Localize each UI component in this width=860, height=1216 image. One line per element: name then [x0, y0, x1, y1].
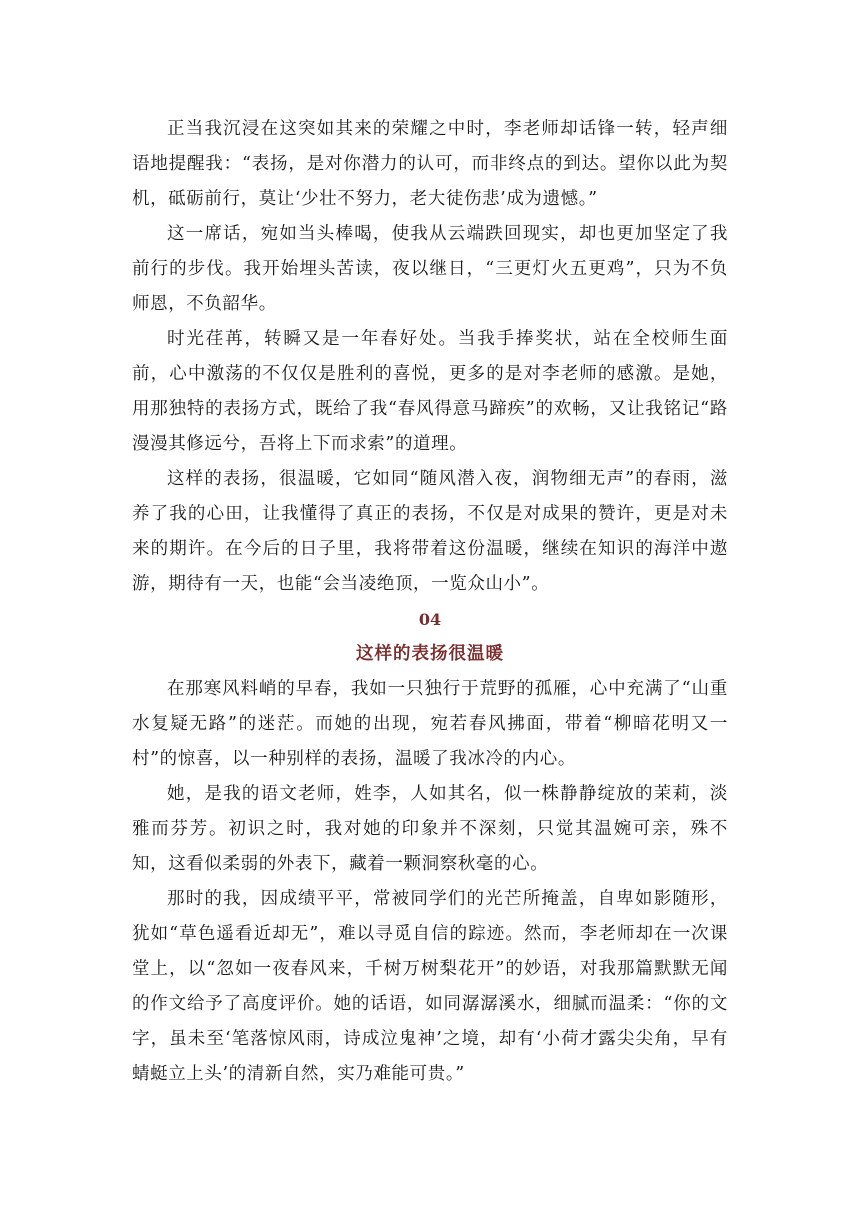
paragraph: 她，是我的语文老师，姓李，人如其名，似一株静静绽放的茉莉，淡雅而芬芳。初识之时，我对她的印象并不深刻，只觉其温婉可亲，殊不知，这看似柔弱的外表下，藏着一颗洞察秋毫的心。 — [132, 784, 728, 874]
paragraph: 这一席话，宛如当头棒喝，使我从云端跌回现实，却也更加坚定了我前行的步伐。我开始埋头苦读，夜以继日，“三更灯火五更鸡”，只为不负师恩，不负韶华。 — [132, 224, 728, 314]
paragraph: 在那寒风料峭的早春，我如一只独行于荒野的孤雁，心中充满了“山重水复疑无路”的迷茫。而她的出现，宛若春风拂面，带着“柳暗花明又一村”的惊喜，以一种别样的表扬，温暖了我冰冷的内心。 — [132, 679, 728, 769]
paragraph: 那时的我，因成绩平平，常被同学们的光芒所掩盖，自卑如影随形，犹如“草色遥看近却无”，难以寻觅自信的踪迹。然而，李老师却在一次课堂上，以“忽如一夜春风来，千树万树梨花开”的妙语，对我那篇默默无闻的作文给予了高度评价。她的话语，如同潺潺溪水，细腻而温柔：“你的文字，虽未至‘笔落惊风雨，诗成泣鬼神’之境，却有‘小荷才露尖尖角，早有蜻蜓立上头’的清新自然，实乃难能可贵。” — [132, 889, 728, 1084]
section-title: 这样的表扬很温暖 — [356, 644, 504, 664]
paragraph: 这样的表扬，很温暖，它如同“随风潜入夜，润物细无声”的春雨，滋养了我的心田，让我懂得了真正的表扬，不仅是对成果的赞许，更是对未来的期许。在今后的日子里，我将带着这份温暖，继续在知识的海洋中遨游，期待有一天，也能“会当凌绝顶，一览众山小”。 — [132, 469, 728, 594]
paragraph: 正当我沉浸在这突如其来的荣耀之中时，李老师却话锋一转，轻声细语地提醒我：“表扬，是对你潜力的认可，而非终点的到达。望你以此为契机，砥砺前行，莫让‘少壮不努力，老大徒伤悲’成为遗憾。” — [132, 119, 728, 209]
section-number: 04 — [418, 610, 442, 629]
article-body — [132, 112, 728, 1092]
paragraph: 时光荏苒，转瞬又是一年春好处。当我手捧奖状，站在全校师生面前，心中激荡的不仅仅是胜利的喜悦，更多的是对李老师的感激。是她，用那独特的表扬方式，既给了我“春风得意马蹄疾”的欢畅，又让我铭记“路漫漫其修远兮，吾将上下而求索”的道理。 — [132, 329, 728, 454]
